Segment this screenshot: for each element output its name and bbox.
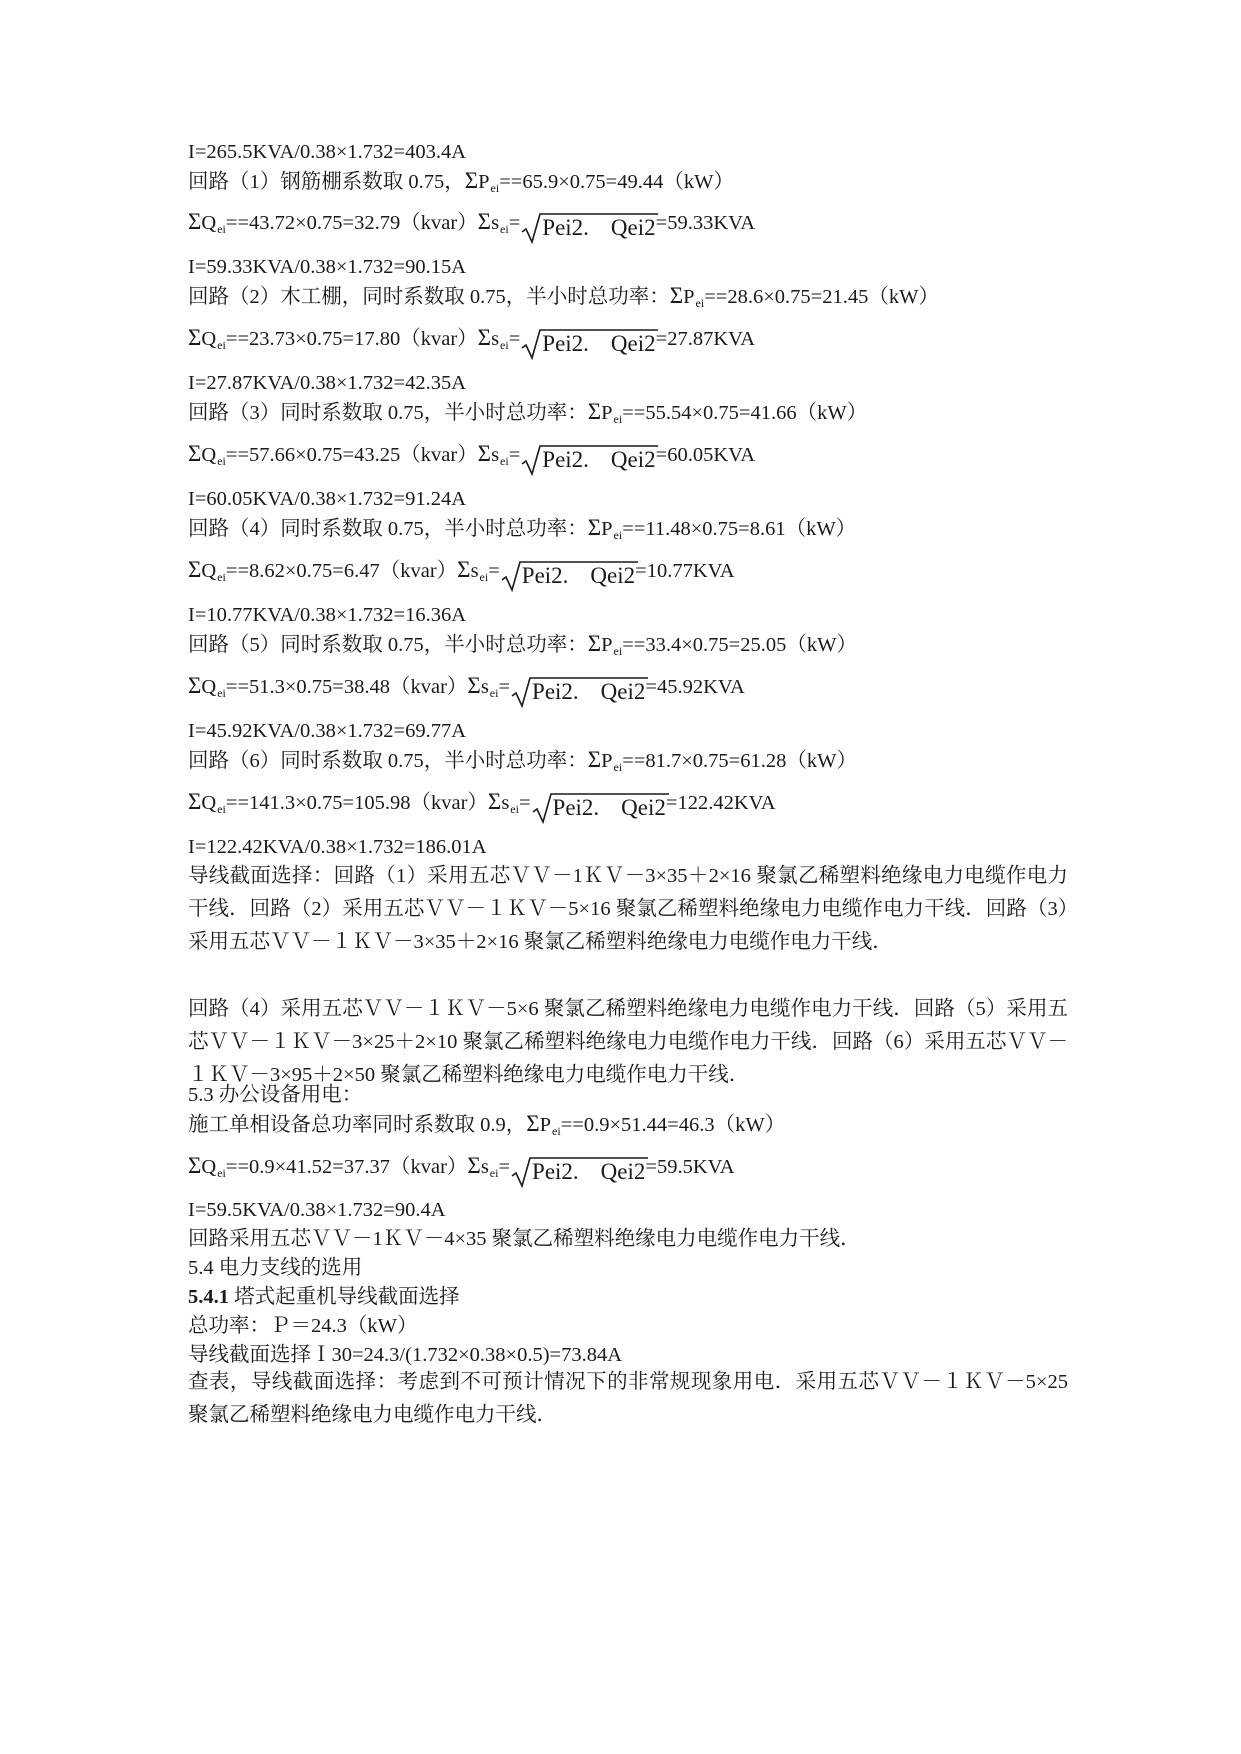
square-root-formula: Pei2. Qei2 (520, 444, 655, 476)
sigma-symbol: Σ (587, 747, 602, 772)
conductor-selection-paragraph-2: 回路（4）采用五芯ＶＶ－１ＫＶ－5×6 聚氯乙稀塑料绝缘电力电缆作电力干线．回路（5）采用五芯ＶＶ－１ＫＶ－3×25＋2×10 聚氯乙稀塑料绝缘电力电缆作电力干线．回路（6）采用五芯ＶＶ－１ＫＶ－3×95＋2×50 聚氯乙稀塑料绝缘电力电缆作电力干线． (188, 998, 1068, 1086)
sigma-symbol: Σ (467, 673, 481, 698)
sigma-symbol: Σ (188, 673, 202, 698)
sigma-symbol: Σ (669, 283, 684, 308)
loop1-reactive-line: ΣQei==43.72×0.75=32.79（kvar）Σsei= Pei2. Qei2=59.33KVA (188, 209, 755, 244)
loop4-reactive-line: ΣQei==8.62×0.75=6.47（kvar）Σsei= Pei2. Qei2=10.77KVA (188, 557, 735, 592)
sigma-symbol: Σ (587, 515, 602, 540)
loop5-reactive-line: ΣQei==51.3×0.75=38.48（kvar）Σsei= Pei2. Qei2=45.92KVA (188, 673, 745, 708)
loop1-power-line: 回路（1）钢筋棚系数取 0.75，ΣPei==65.9×0.75=49.44（kW） (188, 168, 734, 195)
sigma-symbol: Σ (188, 441, 202, 466)
radical-sign-icon (531, 792, 671, 824)
loop5-power-line: 回路（5）同时系数取 0.75，半小时总功率：ΣPei==33.4×0.75=25.05（kW） (188, 631, 857, 658)
total-power-line: 总功率：Ｐ＝24.3（kW） (188, 1315, 418, 1337)
square-root-formula: Pei2. Qei2 (510, 676, 645, 708)
sigma-symbol: Σ (477, 325, 492, 350)
radical-sign-icon (520, 328, 660, 360)
square-root-formula: Pei2. Qei2 (531, 792, 666, 824)
loop6-current: I=122.42KVA/0.38×1.732=186.01A (188, 836, 487, 858)
loop2-current: I=27.87KVA/0.38×1.732=42.35A (188, 372, 467, 394)
loop3-current: I=60.05KVA/0.38×1.732=91.24A (188, 488, 467, 510)
loop3-power-line: 回路（3）同时系数取 0.75，半小时总功率：ΣPei==55.54×0.75=41.66（kW） (188, 399, 868, 426)
sigma-symbol: Σ (188, 1153, 202, 1178)
loop5-current: I=45.92KVA/0.38×1.732=69.77A (188, 720, 467, 742)
square-root-formula: Pei2. Qei2 (500, 560, 635, 592)
loop4-current: I=10.77KVA/0.38×1.732=16.36A (188, 604, 467, 626)
office-loop-cable: 回路采用五芯ＶＶ－1ＫＶ－4×35 聚氯乙稀塑料绝缘电力电缆作电力干线． (188, 1228, 861, 1250)
office-current: I=59.5KVA/0.38×1.732=90.4A (188, 1199, 446, 1221)
sigma-symbol: Σ (587, 631, 602, 656)
sigma-symbol: Σ (467, 1153, 481, 1178)
loop2-reactive-line: ΣQei==23.73×0.75=17.80（kvar）Σsei= Pei2. Qei2=27.87KVA (188, 325, 755, 360)
square-root-formula: Pei2. Qei2 (520, 328, 655, 360)
section-5-3-heading: 5.3 办公设备用电： (188, 1084, 363, 1106)
radical-sign-icon (510, 676, 650, 708)
sigma-symbol: Σ (487, 789, 502, 814)
sigma-symbol: Σ (477, 441, 492, 466)
loop1-current: I=59.33KVA/0.38×1.732=90.15A (188, 256, 467, 278)
section-5-4-heading: 5.4 电力支线的选用 (188, 1257, 363, 1279)
square-root-formula: Pei2. Qei2 (510, 1156, 645, 1188)
current-calc-total: I=265.5KVA/0.38×1.732=403.4A (188, 141, 467, 163)
sigma-symbol: Σ (477, 209, 492, 234)
radical-sign-icon (520, 444, 660, 476)
sigma-symbol: Σ (188, 325, 202, 350)
loop3-reactive-line: ΣQei==57.66×0.75=43.25（kvar）Σsei= Pei2. Qei2=60.05KVA (188, 441, 755, 476)
sigma-symbol: Σ (526, 1111, 540, 1136)
office-power-line: 施工单相设备总功率同时系数取 0.9，ΣPei==0.9×51.44=46.3（kW） (188, 1111, 786, 1138)
lookup-table-paragraph: 查表，导线截面选择：考虑到不可预计情况下的非常规现象用电．采用五芯ＶＶ－１ＫＶ－5×25 聚氯乙稀塑料绝缘电力电缆作电力干线． (188, 1371, 1068, 1426)
conductor-current-line: 导线截面选择Ｉ30=24.3/(1.732×0.38×0.5)=73.84A (188, 1344, 623, 1366)
loop6-reactive-line: ΣQei==141.3×0.75=105.98（kvar）Σsei= Pei2. Qei2=122.42KVA (188, 789, 776, 824)
loop4-power-line: 回路（4）同时系数取 0.75，半小时总功率：ΣPei==11.48×0.75=8.61（kW） (188, 515, 857, 542)
office-reactive-line: ΣQei==0.9×41.52=37.37（kvar）Σsei= Pei2. Qei2=59.5KVA (188, 1153, 735, 1188)
square-root-formula: Pei2. Qei2 (520, 212, 655, 244)
sigma-symbol: Σ (457, 557, 471, 582)
conductor-selection-paragraph-1: 导线截面选择：回路（1）采用五芯ＶＶ－1ＫＶ－3×35＋2×16 聚氯乙稀塑料绝缘电力电缆作电力干线．回路（2）采用五芯ＶＶ－１ＫＶ－5×16 聚氯乙稀塑料绝缘电力电缆作电力干线．回路（3）采用五芯ＶＶ－１ＫＶ－3×35＋2×16 聚氯乙稀塑料绝缘电力电缆作电力干线． (188, 865, 1068, 953)
loop6-power-line: 回路（6）同时系数取 0.75，半小时总功率：ΣPei==81.7×0.75=61.28（kW） (188, 747, 857, 774)
radical-sign-icon (500, 560, 640, 592)
sigma-symbol: Σ (188, 557, 202, 582)
sigma-symbol: Σ (464, 168, 479, 193)
radical-sign-icon (520, 212, 660, 244)
radical-sign-icon (510, 1156, 650, 1188)
loop2-power-line: 回路（2）木工棚，同时系数取 0.75，半小时总功率：ΣPei==28.6×0.75=21.45（kW） (188, 283, 939, 310)
sigma-symbol: Σ (587, 399, 602, 424)
section-5-4-1-heading: 5.4.1 塔式起重机导线截面选择 (188, 1286, 460, 1308)
sigma-symbol: Σ (188, 209, 202, 234)
sigma-symbol: Σ (188, 789, 202, 814)
